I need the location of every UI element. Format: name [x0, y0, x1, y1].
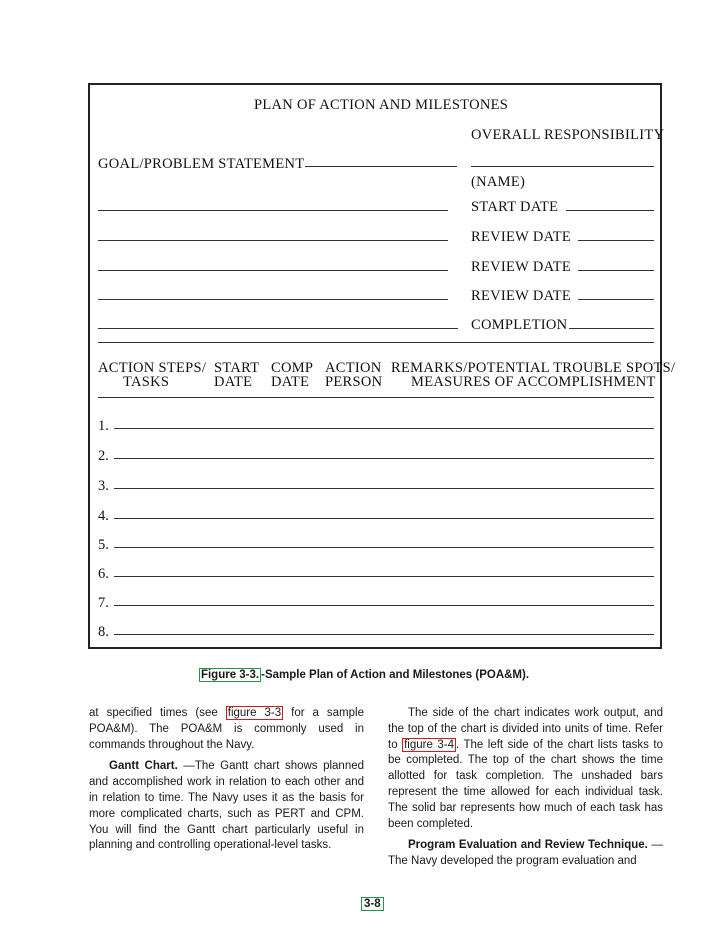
header-measures: MEASURES OF ACCOMPLISHMENT [411, 374, 656, 390]
row-line [114, 488, 654, 489]
row-number: 1. [98, 418, 109, 434]
review-date-label: REVIEW DATE [471, 288, 572, 304]
row-line [114, 605, 654, 606]
left-column [89, 706, 364, 860]
row-number: 2. [98, 448, 109, 464]
row-number: 3. [98, 478, 109, 494]
goal-problem-statement-label: GOAL/PROBLEM STATEMENT [98, 156, 305, 172]
figure-caption [0, 669, 728, 681]
completion-label: COMPLETION [471, 317, 568, 333]
paragraph [388, 838, 663, 870]
form-title: PLAN OF ACTION AND MILESTONES [254, 97, 509, 113]
caption-text: -Sample Plan of Action and Milestones (POA&M). [261, 669, 530, 681]
figure-3-4-link[interactable]: figure 3-4 [404, 738, 454, 751]
header-action: ACTION [325, 360, 382, 376]
text-run: at specified times (see [89, 707, 226, 719]
header-person: PERSON [325, 374, 383, 390]
header-comp-date: DATE [271, 374, 310, 390]
review-date-label: REVIEW DATE [471, 259, 572, 275]
review-date-line [578, 299, 654, 300]
row-number: 4. [98, 508, 109, 524]
row-line [114, 634, 654, 635]
pert-heading: Program Evaluation and Review Technique. [408, 839, 648, 852]
gantt-chart-heading: Gantt Chart. [109, 760, 178, 773]
separator-line [98, 342, 654, 343]
text-run: The side of the chart indicates work output, and the top of the chart is divided into units of time. Refer to [388, 707, 663, 751]
header-action-steps: ACTION STEPS/ [98, 360, 207, 376]
statement-line [98, 240, 448, 241]
row-number: 7. [98, 595, 109, 611]
statement-line [98, 328, 458, 329]
review-date-line [578, 240, 654, 241]
statement-line [98, 299, 448, 300]
header-comp: COMP [271, 360, 314, 376]
completion-line [569, 328, 654, 329]
goal-line [305, 166, 457, 167]
header-remarks: REMARKS/POTENTIAL TROUBLE SPOTS/ [391, 360, 676, 376]
text-run: for a sample POA&M). The POA&M is commonly used in commands throughout the Navy. [89, 707, 364, 751]
row-line [114, 547, 654, 548]
paragraph [89, 706, 364, 753]
row-line [114, 518, 654, 519]
overall-responsibility-label: OVERALL RESPONSIBILITY [471, 127, 665, 143]
header-line [98, 397, 654, 398]
header-start: START [214, 360, 260, 376]
page-number[interactable]: 3-8 [361, 897, 384, 911]
name-line [471, 166, 654, 167]
text-run: . The left side of the chart lists tasks to be completed. The top of the chart shows the time allotted for task completion. The unshaded bars represent the time allowed for each individual task. The solid bar represents how much of each task has been completed. [388, 738, 663, 830]
row-number: 5. [98, 537, 109, 553]
text-run: —The Gantt chart shows planned and accomplished work in relation to each other and in relation to time. The Navy uses it as the basis for more complicated charts, such as PERT and CPM. You will find the Gantt chart particularly useful in planning and controlling operational-level tasks. [89, 760, 364, 852]
row-number: 6. [98, 566, 109, 582]
figure-link[interactable]: Figure 3-3. [200, 669, 260, 681]
text-run: — The Navy developed the program evaluation and [388, 839, 663, 868]
start-date-label: START DATE [471, 199, 559, 215]
row-line [114, 458, 654, 459]
start-date-line [566, 210, 654, 211]
header-start-date: DATE [214, 374, 253, 390]
right-column [388, 706, 663, 876]
figure-3-3-link[interactable]: figure 3-3 [227, 707, 282, 719]
statement-line [98, 210, 448, 211]
paragraph [388, 706, 663, 832]
row-line [114, 428, 654, 429]
statement-line [98, 270, 448, 271]
header-tasks: TASKS [123, 374, 170, 390]
paragraph [89, 759, 364, 854]
row-line [114, 576, 654, 577]
review-date-label: REVIEW DATE [471, 229, 572, 245]
row-number: 8. [98, 624, 109, 640]
review-date-line [578, 270, 654, 271]
name-label: (NAME) [471, 174, 526, 190]
